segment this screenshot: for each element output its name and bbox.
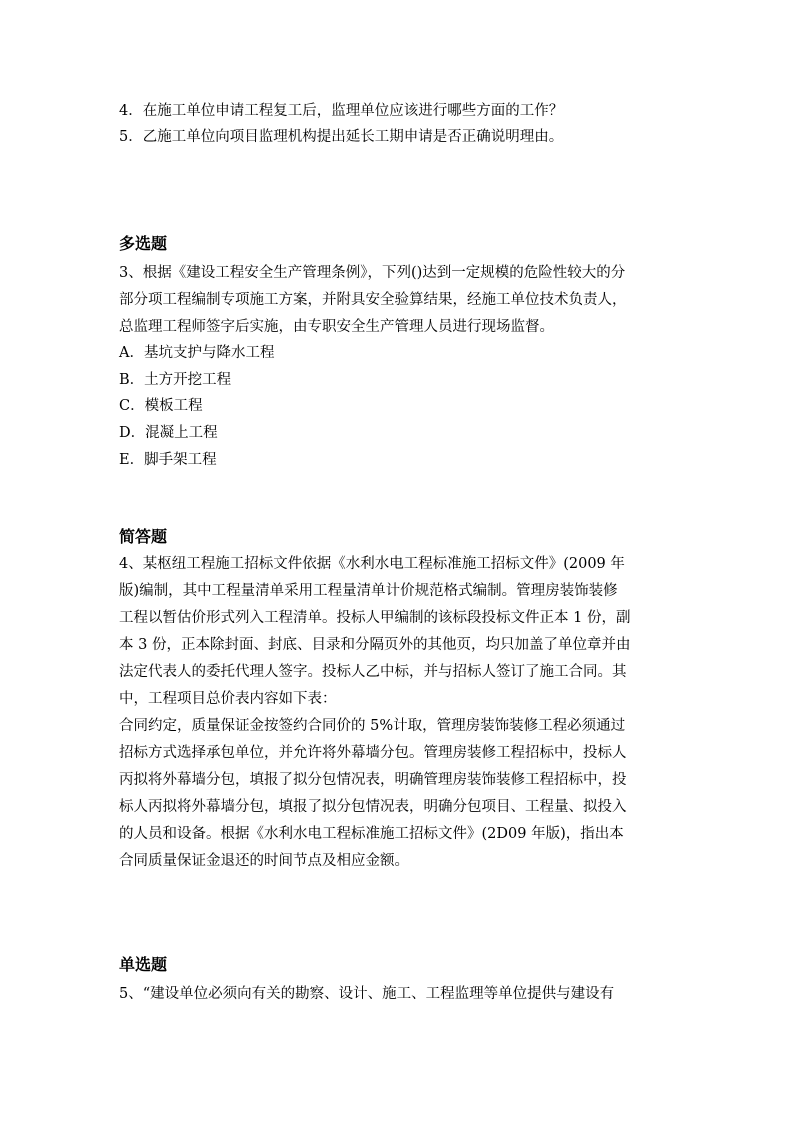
single-choice-heading: 单选题 <box>119 955 168 974</box>
intro-question-5: 5．乙施工单位向项目监理机构提出延长工期申请是否正确说明理由。 <box>119 129 564 145</box>
short-answer-line-10: 标人丙拟将外幕墙分包，填报了拟分包情况表，明确分包项目、工程量、拟投入 <box>119 799 627 815</box>
short-answer-line-11: 的人员和设备。根据《水利水电工程标准施工招标文件》(2D09 年版)，指出本 <box>119 826 624 842</box>
multi-choice-question-line-2: 部分项工程编制专项施工方案，并附具安全验算结果，经施工单位技术负责人， <box>119 292 627 308</box>
short-answer-heading: 简答题 <box>119 527 168 546</box>
short-answer-line-1: 4、某枢纽工程施工招标文件依据《水利水电工程标准施工招标文件》(2009 年 <box>119 556 625 572</box>
short-answer-line-4: 本 3 份，正本除封面、封底、目录和分隔页外的其他页，均只加盖了单位章并由 <box>119 637 631 653</box>
short-answer-line-6: 中，工程项目总价表内容如下表： <box>119 691 337 707</box>
option-b: B．土方开挖工程 <box>119 372 232 388</box>
multi-choice-question-line-3: 总监理工程师签字后实施，由专职安全生产管理人员进行现场监督。 <box>119 319 554 335</box>
short-answer-line-9: 丙拟将外幕墙分包，填报了拟分包情况表，明确管理房装饰装修工程招标中，投 <box>119 772 627 788</box>
short-answer-line-7: 合同约定，质量保证金按签约合同价的 5%计取，管理房装饰装修工程必须通过 <box>119 718 626 734</box>
multi-choice-question-line-1: 3、根据《建设工程安全生产管理条例》，下列()达到一定规模的危险性较大的分 <box>119 265 626 281</box>
option-e: E．脚手架工程 <box>119 452 217 468</box>
short-answer-line-2: 版)编制，其中工程量清单采用工程量清单计价规范格式编制。管理房装饰装修 <box>119 583 618 599</box>
short-answer-line-12: 合同质量保证金退还的时间节点及相应金额。 <box>119 853 409 869</box>
short-answer-line-3: 工程以暂估价形式列入工程清单。投标人甲编制的该标段投标文件正本 1 份，副 <box>119 610 631 626</box>
single-choice-line-1: 5、“建设单位必须向有关的勘察、设计、施工、工程监理等单位提供与建设有 <box>119 986 615 1002</box>
option-a: A．基坑支护与降水工程 <box>119 345 275 361</box>
short-answer-line-5: 法定代表人的委托代理人签字。投标人乙中标，并与招标人签订了施工合同。其 <box>119 664 627 680</box>
short-answer-line-8: 招标方式选择承包单位，并允许将外幕墙分包。管理房装修工程招标中，投标人 <box>119 745 627 761</box>
multi-choice-heading: 多选题 <box>119 234 168 253</box>
option-c: C．模板工程 <box>119 398 203 414</box>
intro-question-4: 4．在施工单位申请工程复工后，监理单位应该进行哪些方面的工作？ <box>119 103 564 119</box>
option-d: D．混凝上工程 <box>119 425 218 441</box>
